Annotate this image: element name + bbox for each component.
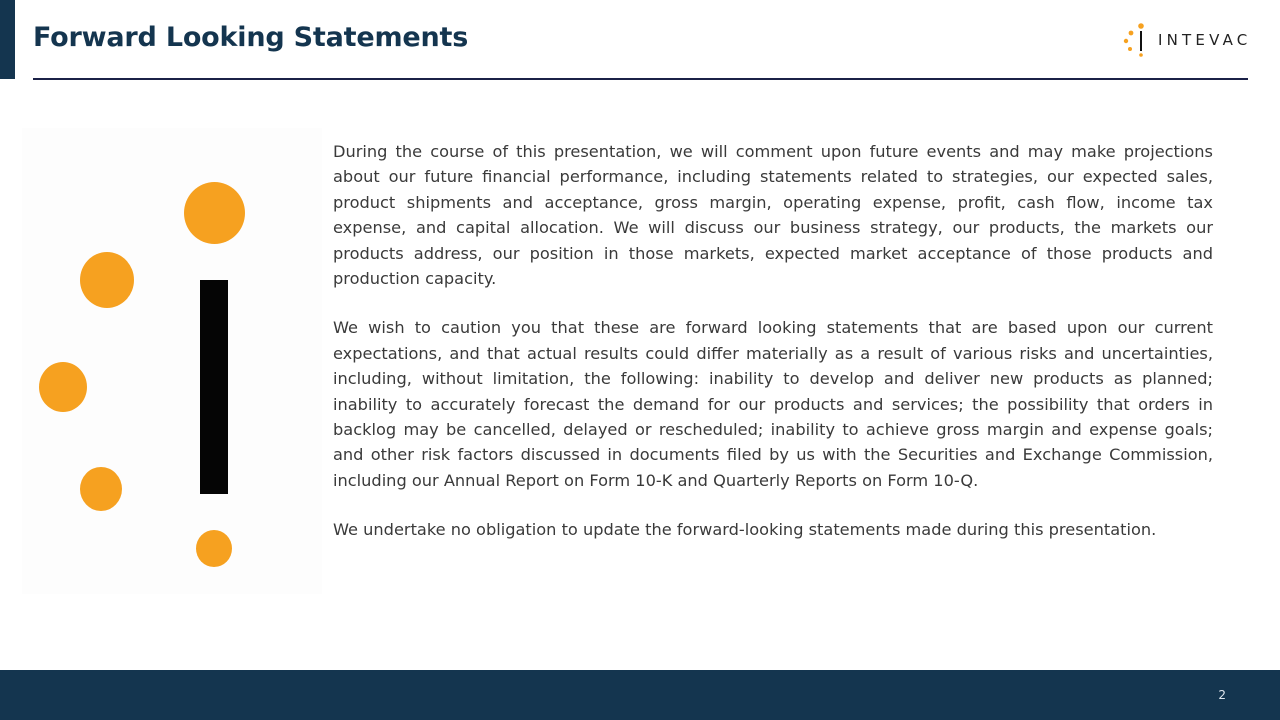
orange-dot-icon	[196, 530, 232, 567]
logo-wordmark: INTEVAC	[1158, 31, 1252, 49]
orange-dot-icon	[80, 252, 134, 308]
i-stem-bar	[200, 280, 228, 494]
footer-bar	[0, 670, 1280, 720]
header-divider	[33, 78, 1248, 80]
disclaimer-text	[333, 139, 1213, 567]
paragraph-projections: During the course of this presentation, we will comment upon future events and may make projections about our future financial performance, including statements related to strategies, our expected sales, product shipments and acceptance, gross margin, operating expense, profit, cash flow, income tax expense, and capital allocation. We will discuss our business strategy, our products, the markets our products address, our position in those markets, expected market acceptance of those products and production capacity.	[333, 142, 1213, 289]
orange-dot-icon	[80, 467, 122, 511]
page-number: 2	[1218, 688, 1226, 702]
paragraph-caution: We wish to caution you that these are forward looking statements that are based upon our current expectations, and that actual results could differ materially as a result of various risks and uncertainties, including, without limitation, the following: inability to develop and deliver new products as planned; inability to accurately forecast the demand for our products and services; the possibility that orders in backlog may be cancelled, delayed or rescheduled; inability to achieve gross margin and expense goals; and other risk factors discussed in documents filed by us with the Securities and Exchange Commission, including our Annual Report on Form 10-K and Quarterly Reports on Form 10-Q.	[333, 318, 1213, 490]
paragraph-no-obligation: We undertake no obligation to update the forward-looking statements made during this presentation.	[333, 520, 1157, 540]
orange-dot-icon	[184, 182, 245, 244]
intevac-brand-graphic	[22, 128, 322, 594]
header-accent-bar	[0, 0, 15, 79]
orange-dot-icon	[39, 362, 87, 412]
page-title: Forward Looking Statements	[33, 22, 469, 53]
